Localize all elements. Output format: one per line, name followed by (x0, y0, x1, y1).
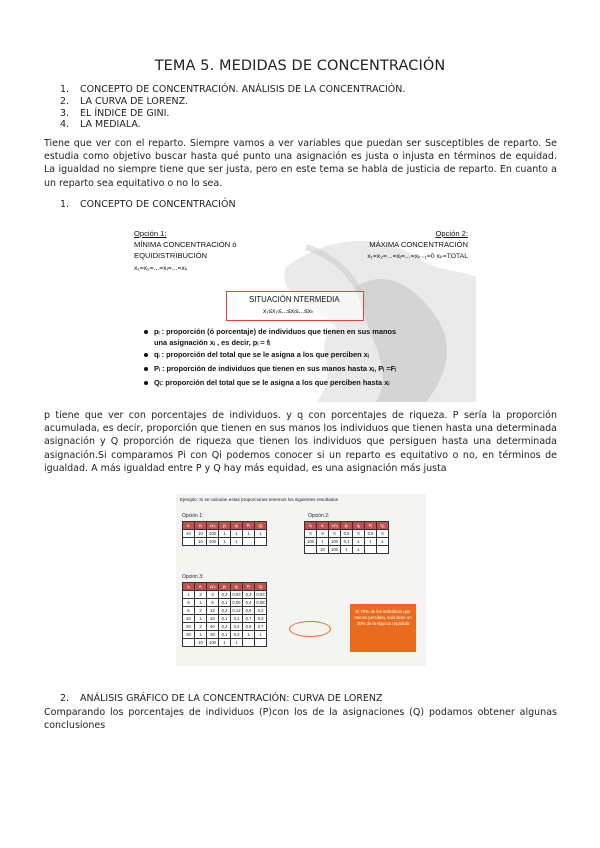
option2-label: Opción 2: (435, 229, 468, 238)
bullet-icon (144, 353, 148, 357)
page-title: TEMA 5. MEDIDAS DE CONCENTRACIÓN (154, 57, 446, 74)
section-heading-2: 2. ANÁLISIS GRÁFICO DE LA CONCENTRACIÓN: CURVA DE LORENZ (60, 693, 383, 704)
intro-paragraph: Tiene que ver con el reparto. Siempre vamos a ver variables que puedan ser susceptibles de reparto. Se estudia como objetivo buscar hasta qué punto una asignación es justa o injusta en términos de equidad. La igualdad no siempre tiene que ser justa, pero en este tema se habla de justicia de reparto. En cuanto a un reparto sea equitativo o no lo sea. (44, 138, 557, 189)
intermediate-situation-box (226, 291, 364, 321)
option2-formula: x₁=x₂=...=xᵢ=...=xₖ₋₁=0 xₖ=TOTAL (367, 253, 468, 260)
table-row: 6 2 12 0,2 0,12 0,6 0,2 (183, 607, 267, 615)
option1-formula: x₁=x₂=...=xᵢ=...=xₖ (134, 265, 188, 272)
option2-title: MÁXIMA CONCENTRACIÓN (369, 240, 468, 249)
table3-label: Opción 3: (182, 574, 204, 580)
table-row: 20 2 40 0,2 0,4 0,9 0,7 (183, 623, 267, 631)
concept-figure (132, 227, 476, 402)
table-row: 10 100 1 1 (183, 639, 267, 647)
option1-title-line1: MÍNIMA CONCENTRACIÓN ó (134, 240, 237, 249)
toc-item: 4. LA MEDIALA. (60, 119, 141, 131)
definition-q: qᵢ : proporción del total que se le asigna a los que perciben xᵢ (154, 350, 369, 359)
example-caption: Ejemplo: Si se calculan estas proporciones tenemos los siguientes resultados (180, 497, 339, 502)
definition-Q: Qᵢ: proporción del total que se le asigna a los que perciben hasta xᵢ (154, 378, 390, 387)
bullet-icon (144, 330, 148, 334)
intermediate-formula: x₁≤x₂≤...≤xᵢ≤...≤xₖ (263, 308, 314, 315)
definitions-list (144, 327, 474, 402)
table-header-row: xᵢ nᵢ xᵢnᵢ pᵢ qᵢ Pᵢ Qᵢ (305, 522, 389, 530)
example-figure (176, 494, 426, 666)
option2-table (304, 521, 389, 554)
table-row: 1 3 3 0,3 0,03 0,3 0,03 (183, 591, 267, 599)
option1-table (182, 521, 267, 546)
section-heading-1: 1. CONCEPTO DE CONCENTRACIÓN (60, 199, 236, 210)
table-row: 10 1 10 0,1 0,1 0,7 0,3 (183, 615, 267, 623)
definition-p: pᵢ : proporción (ó porcentaje) de individuos que tienen en sus manos (154, 327, 397, 336)
highlight-oval (289, 621, 331, 637)
table-row: 10 100 1 1 (305, 546, 389, 554)
table-row: 0 9 0 0,9 0 0,9 0 (305, 530, 389, 538)
definition-P: Pᵢ : proporción de individuos que tienen en sus manos hasta xᵢ, Pᵢ =Fᵢ (154, 364, 397, 373)
toc-item: 1. CONCEPTO DE CONCENTRACIÓN. ANÁLISIS DE LA CONCENTRACIÓN. (60, 84, 406, 95)
table-header-row: xᵢ nᵢ xᵢnᵢ pᵢ qᵢ Pᵢ Qᵢ (183, 583, 267, 591)
explanation-paragraph: p tiene que ver con porcentajes de individuos. y q con porcentajes de riqueza. P sería la proporción acumulada, es decir, proporción que tienen en sus manos los individuos que tienen hasta una determinada asignación y Q proporción de riqueza que tienen los individuos que persiguen hasta una determinada asignación.Si comparamos Pi con Qi podemos conocer si un reparto es equitativo o no, en términos de igualdad. A más igualdad entre P y Q hay más equidad, es una asignación más justa (44, 410, 557, 474)
table1-label: Opción 1: (182, 513, 204, 519)
table-row: 30 1 30 0,1 0,3 1 1 (183, 631, 267, 639)
table-header-row: xᵢ nᵢ xᵢnᵢ pᵢ qᵢ Pᵢ Qᵢ (183, 522, 267, 530)
toc-item: 3. EL ÍNDICE DE GINI. (60, 107, 170, 119)
option3-table (182, 582, 267, 647)
intermediate-title: SITUACIÓN NTERMEDIA (249, 295, 340, 304)
conclusion-paragraph: Comparando los porcentajes de individuos (P)con los de la asignaciones (Q) podamos obtener algunas conclusiones (44, 707, 557, 732)
table2-label: Opción 2: (308, 513, 330, 519)
bullet-icon (144, 381, 148, 385)
option1-label: Opción 1: (134, 229, 167, 238)
option1-title-line2: EQUIDISTRIBUCIÓN (134, 251, 207, 260)
bullet-icon (144, 367, 148, 371)
toc-item: 2. LA CURVA DE LORENZ. (60, 95, 189, 107)
table-row: 5 1 5 0,1 0,05 0,4 0,08 (183, 599, 267, 607)
table-of-contents (60, 84, 405, 131)
table-row: 100 1 100 0,1 1 1 1 (305, 538, 389, 546)
table-row: 10 100 1 1 (183, 538, 267, 546)
callout-box: El 70% de los individuos que menos perciben, sólo tiene un 30% de la riqueza repartida (350, 604, 416, 652)
definition-p-cont: una asignación xᵢ , es decir, pᵢ = fᵢ (154, 338, 271, 347)
table-row: 10 10 100 1 1 1 1 (183, 530, 267, 538)
